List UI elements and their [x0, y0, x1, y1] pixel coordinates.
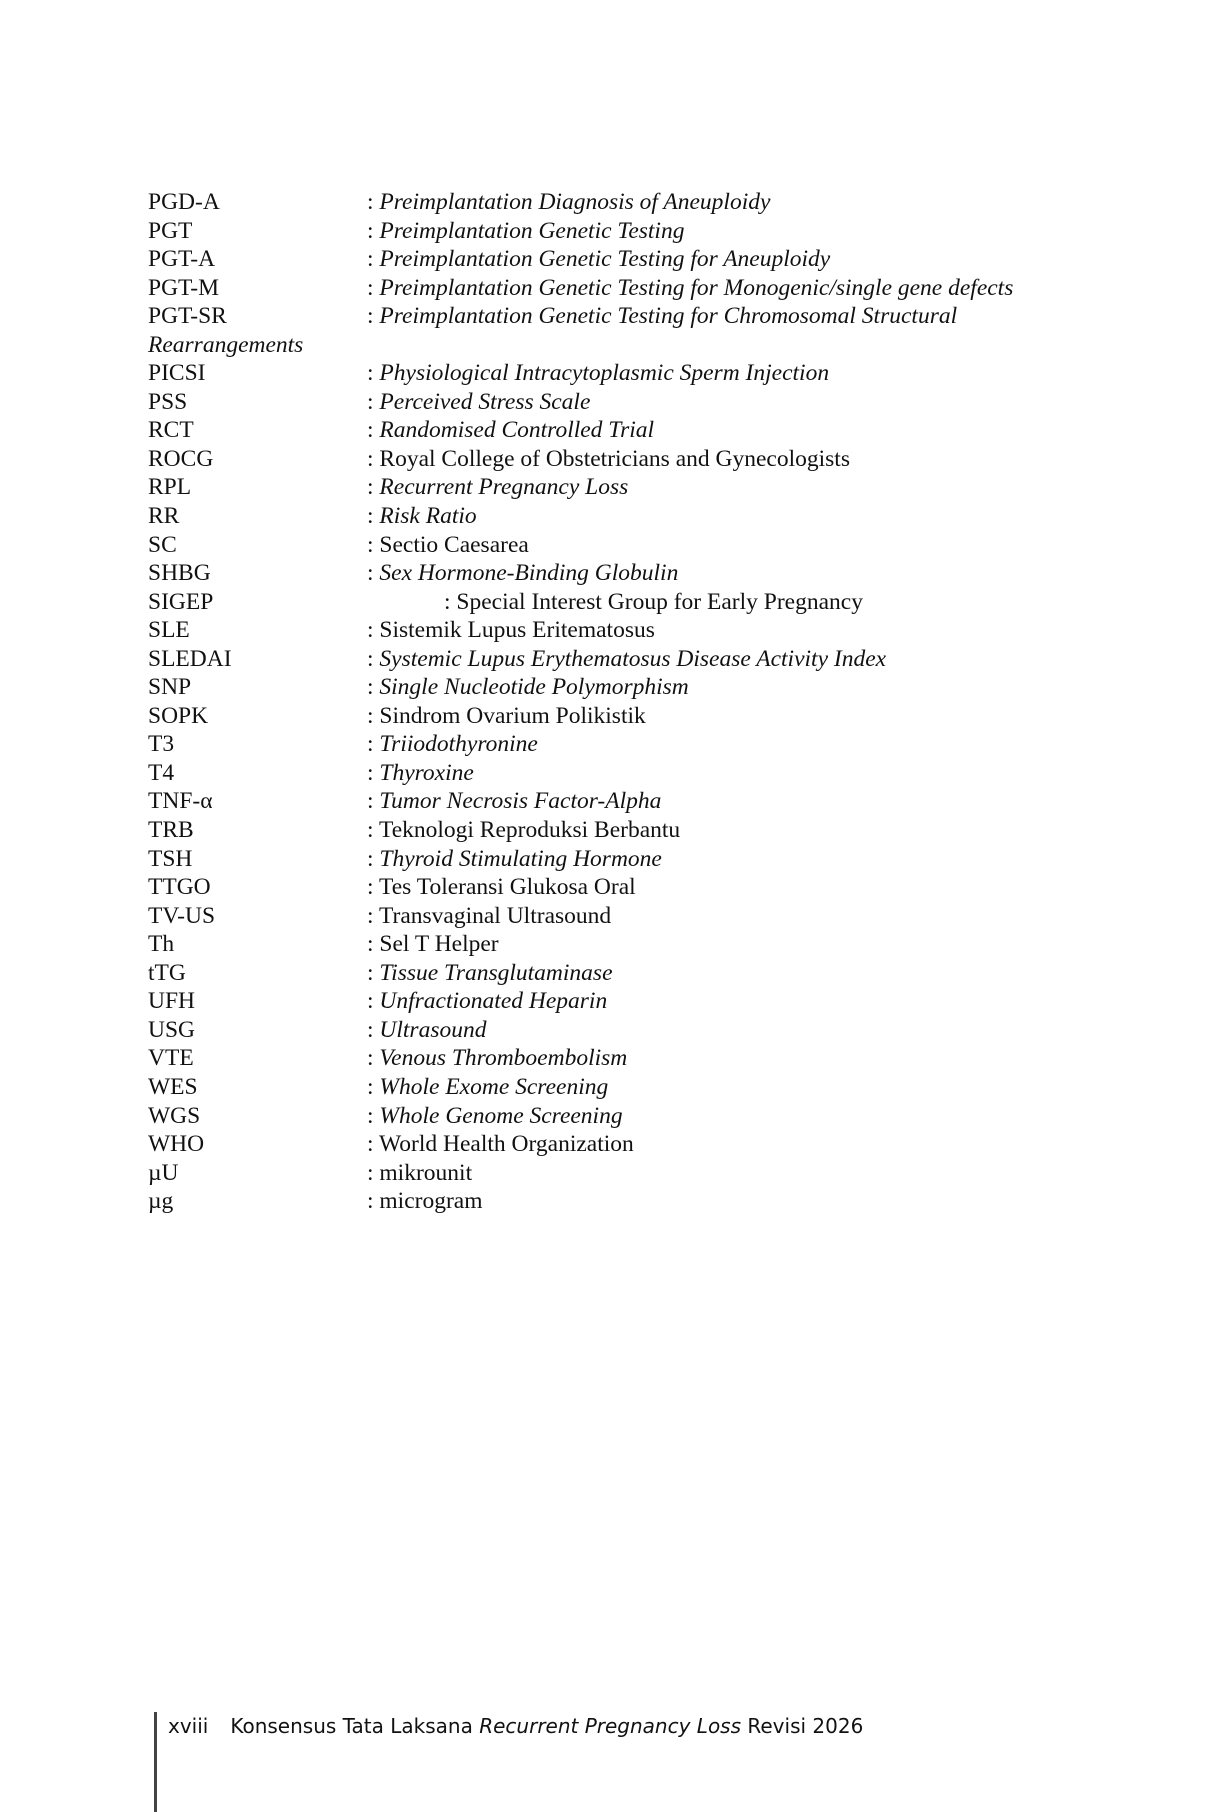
abbreviation-definition [367, 559, 678, 588]
abbreviation-definition [367, 1187, 483, 1216]
abbreviation-row [148, 1159, 1108, 1188]
definition-text: Royal College of Obstetricians and Gynecologists [379, 445, 850, 472]
abbreviation-term: SLEDAI [148, 645, 232, 672]
page-footer [154, 1712, 1054, 1812]
abbreviation-term: RPL [148, 474, 192, 501]
abbreviation-definition [367, 473, 628, 502]
abbreviation-definition [367, 616, 655, 645]
definition-colon: : [367, 845, 380, 872]
definition-text: Recurrent Pregnancy Loss [379, 474, 629, 501]
abbreviation-term: PICSI [148, 360, 206, 387]
abbreviation-term: UFH [148, 988, 196, 1015]
definition-colon: : [367, 474, 380, 501]
abbreviation-row [148, 245, 1108, 274]
abbreviation-term: WHO [148, 1131, 205, 1158]
definition-colon: : [367, 417, 380, 444]
definition-text: Perceived Stress Scale [379, 388, 591, 415]
definition-colon: : [367, 445, 380, 472]
abbreviation-definition [367, 702, 646, 731]
definition-colon: : [367, 1131, 379, 1158]
abbreviation-term: TTGO [148, 874, 211, 901]
definition-colon: : [367, 674, 380, 701]
abbreviation-row [148, 845, 1108, 874]
definition-text: microgram [379, 1188, 483, 1215]
abbreviation-row [148, 359, 1108, 388]
definition-colon: : [444, 588, 457, 615]
definition-colon: : [367, 1045, 380, 1072]
abbreviation-row [148, 1187, 1108, 1216]
definition-text: Ultrasound [379, 1016, 487, 1043]
abbreviation-term: SOPK [148, 702, 209, 729]
abbreviation-row [148, 616, 1108, 645]
definition-text: Thyroid Stimulating Hormone [379, 845, 662, 872]
abbreviation-term: µg [148, 1188, 174, 1215]
definition-colon: : [367, 645, 380, 672]
definition-text: Tumor Necrosis Factor-Alpha [379, 788, 662, 815]
definition-text: Sex Hormone-Binding Globulin [379, 560, 679, 587]
abbreviation-term: SLE [148, 617, 190, 644]
footer-title-suffix: Revisi 2026 [741, 1714, 864, 1738]
abbreviation-definition [367, 416, 654, 445]
page-number: xviii [168, 1714, 209, 1738]
definition-colon: : [367, 788, 380, 815]
definition-colon: : [367, 360, 380, 387]
definition-text: Tissue Transglutaminase [379, 959, 613, 986]
abbreviation-term: WES [148, 1073, 198, 1100]
abbreviation-definition [367, 388, 590, 417]
definition-text: Sectio Caesarea [379, 531, 529, 558]
abbreviation-definition [367, 274, 1013, 303]
definition-text: Systemic Lupus Erythematosus Disease Activity Index [379, 645, 887, 672]
definition-colon: : [367, 1073, 380, 1100]
abbreviation-definition [367, 1159, 472, 1188]
abbreviation-row [148, 531, 1108, 560]
abbreviation-term: PGT-A [148, 246, 216, 273]
abbreviation-row [148, 588, 1108, 617]
abbreviation-definition [367, 730, 538, 759]
definition-continuation: Rearrangements [148, 331, 304, 358]
abbreviation-term: TRB [148, 817, 194, 844]
abbreviation-definition [367, 1102, 623, 1131]
definition-text: Whole Exome Screening [379, 1073, 609, 1100]
abbreviation-term: USG [148, 1016, 196, 1043]
definition-text: Risk Ratio [379, 503, 477, 530]
abbreviation-term: VTE [148, 1045, 194, 1072]
definition-text: Preimplantation Genetic Testing for Aneuploidy [379, 246, 831, 273]
abbreviation-term: TSH [148, 845, 193, 872]
definition-colon: : [367, 217, 380, 244]
abbreviation-row [148, 930, 1108, 959]
definition-colon: : [367, 560, 380, 587]
abbreviation-row [148, 188, 1108, 217]
definition-text: Preimplantation Genetic Testing for Monogenic/single gene defects [379, 274, 1014, 301]
definition-colon: : [367, 959, 380, 986]
abbreviation-definition [367, 302, 957, 331]
abbreviation-definition [367, 1130, 634, 1159]
definition-text: mikrounit [379, 1159, 473, 1186]
abbreviation-row [148, 559, 1108, 588]
abbreviation-term: µU [148, 1159, 179, 1186]
abbreviation-row [148, 302, 1108, 331]
abbreviation-term: PSS [148, 388, 188, 415]
abbreviation-row [148, 987, 1108, 1016]
definition-colon: : [367, 388, 380, 415]
definition-text: Unfractionated Heparin [379, 988, 608, 1015]
abbreviation-term: PGT-M [148, 274, 219, 301]
definition-colon: : [367, 617, 380, 644]
abbreviation-row [148, 1102, 1108, 1131]
definition-text: Preimplantation Genetic Testing [379, 217, 685, 244]
definition-text: Transvaginal Ultrasound [378, 902, 612, 929]
definition-text: Teknologi Reproduksi Berbantu [378, 817, 681, 844]
abbreviation-definition [367, 1073, 608, 1102]
abbreviation-definition [367, 930, 499, 959]
abbreviation-row [148, 1016, 1108, 1045]
definition-colon: : [367, 1016, 380, 1043]
abbreviation-term: TV-US [148, 902, 216, 929]
definition-colon: : [367, 503, 380, 530]
abbreviation-row [148, 673, 1108, 702]
abbreviation-row [148, 1073, 1108, 1102]
abbreviation-term: WGS [148, 1102, 201, 1129]
definition-colon: : [367, 759, 380, 786]
definition-colon: : [367, 1102, 380, 1129]
definition-text: Triiodothyronine [379, 731, 538, 758]
abbreviation-row [148, 959, 1108, 988]
definition-colon: : [367, 189, 380, 215]
abbreviation-row [148, 331, 1108, 360]
abbreviation-row [148, 502, 1108, 531]
abbreviation-definition [367, 673, 689, 702]
definition-colon: : [367, 731, 380, 758]
definition-text: Special Interest Group for Early Pregnancy [456, 588, 863, 615]
abbreviation-definition [367, 845, 662, 874]
definition-text: Sel T Helper [379, 931, 499, 958]
abbreviation-row [148, 645, 1108, 674]
abbreviation-term: PGD-A [148, 189, 220, 215]
abbreviation-definition [367, 1016, 486, 1045]
abbreviation-row [148, 1130, 1108, 1159]
abbreviation-row [148, 274, 1108, 303]
definition-text: Sistemik Lupus Eritematosus [379, 617, 655, 644]
definition-colon: : [367, 274, 380, 301]
abbreviation-definition [367, 987, 607, 1016]
abbreviation-definition [444, 588, 863, 617]
abbreviation-row [148, 902, 1108, 931]
footer-title-italic: Recurrent Pregnancy Loss [479, 1714, 742, 1738]
abbreviation-term: tTG [148, 959, 186, 986]
footer-text [168, 1714, 863, 1738]
abbreviation-list [148, 188, 1108, 1216]
definition-colon: : [367, 246, 380, 273]
abbreviation-row [148, 816, 1108, 845]
definition-colon: : [367, 874, 379, 901]
abbreviation-term: TNF-α [148, 788, 213, 815]
abbreviation-definition [367, 502, 477, 531]
definition-text: Preimplantation Genetic Testing for Chromosomal Structural [379, 303, 958, 330]
definition-text: Physiological Intracytoplasmic Sperm Injection [379, 360, 830, 387]
abbreviation-definition [367, 1044, 627, 1073]
abbreviation-row [148, 416, 1108, 445]
abbreviation-definition [367, 245, 830, 274]
abbreviation-term: T3 [148, 731, 175, 758]
definition-text: Whole Genome Screening [379, 1102, 623, 1129]
abbreviation-term: RR [148, 503, 180, 530]
definition-text: Randomised Controlled Trial [379, 417, 655, 444]
definition-colon: : [367, 303, 380, 330]
abbreviation-definition [367, 531, 529, 560]
abbreviation-definition [367, 359, 829, 388]
abbreviation-row [148, 702, 1108, 731]
abbreviation-definition [367, 217, 684, 246]
footer-divider [154, 1712, 157, 1812]
abbreviation-row [148, 730, 1108, 759]
abbreviation-definition [367, 873, 636, 902]
abbreviation-definition [367, 645, 886, 674]
abbreviation-term: Th [148, 931, 175, 958]
definition-colon: : [367, 931, 380, 958]
definition-colon: : [367, 531, 380, 558]
abbreviation-definition [367, 816, 680, 845]
abbreviation-row [148, 787, 1108, 816]
definition-colon: : [367, 1159, 380, 1186]
abbreviation-row [148, 1044, 1108, 1073]
abbreviation-row [148, 388, 1108, 417]
definition-text: Tes Toleransi Glukosa Oral [378, 874, 636, 901]
abbreviation-term: SC [148, 531, 177, 558]
abbreviation-definition [367, 188, 770, 217]
abbreviation-row [148, 217, 1108, 246]
abbreviation-term: SHBG [148, 560, 211, 587]
abbreviation-definition [367, 902, 611, 931]
definition-colon: : [367, 988, 380, 1015]
abbreviation-term: T4 [148, 759, 175, 786]
abbreviation-term: SIGEP [148, 588, 214, 615]
abbreviation-term: SNP [148, 674, 192, 701]
abbreviation-term: ROCG [148, 445, 214, 472]
footer-title-prefix: Konsensus Tata Laksana [230, 1714, 480, 1738]
definition-colon: : [367, 817, 379, 844]
abbreviation-definition [367, 787, 661, 816]
abbreviation-term: PGT-SR [148, 303, 227, 330]
abbreviation-row [148, 445, 1108, 474]
abbreviation-row [148, 873, 1108, 902]
definition-text: Single Nucleotide Polymorphism [379, 674, 689, 701]
abbreviation-definition [367, 759, 474, 788]
abbreviation-definition [367, 445, 850, 474]
definition-text: Preimplantation Diagnosis of Aneuploidy [379, 189, 771, 215]
definition-text: Venous Thromboembolism [379, 1045, 628, 1072]
definition-colon: : [367, 702, 380, 729]
abbreviation-term: PGT [148, 217, 193, 244]
definition-colon: : [367, 1188, 380, 1215]
abbreviation-row [148, 473, 1108, 502]
definition-colon: : [367, 902, 379, 929]
abbreviation-row [148, 759, 1108, 788]
definition-text: Sindrom Ovarium Polikistik [379, 702, 646, 729]
definition-text: Thyroxine [379, 759, 474, 786]
abbreviation-definition [367, 959, 613, 988]
definition-text: World Health Organization [378, 1131, 634, 1158]
abbreviation-term: RCT [148, 417, 194, 444]
